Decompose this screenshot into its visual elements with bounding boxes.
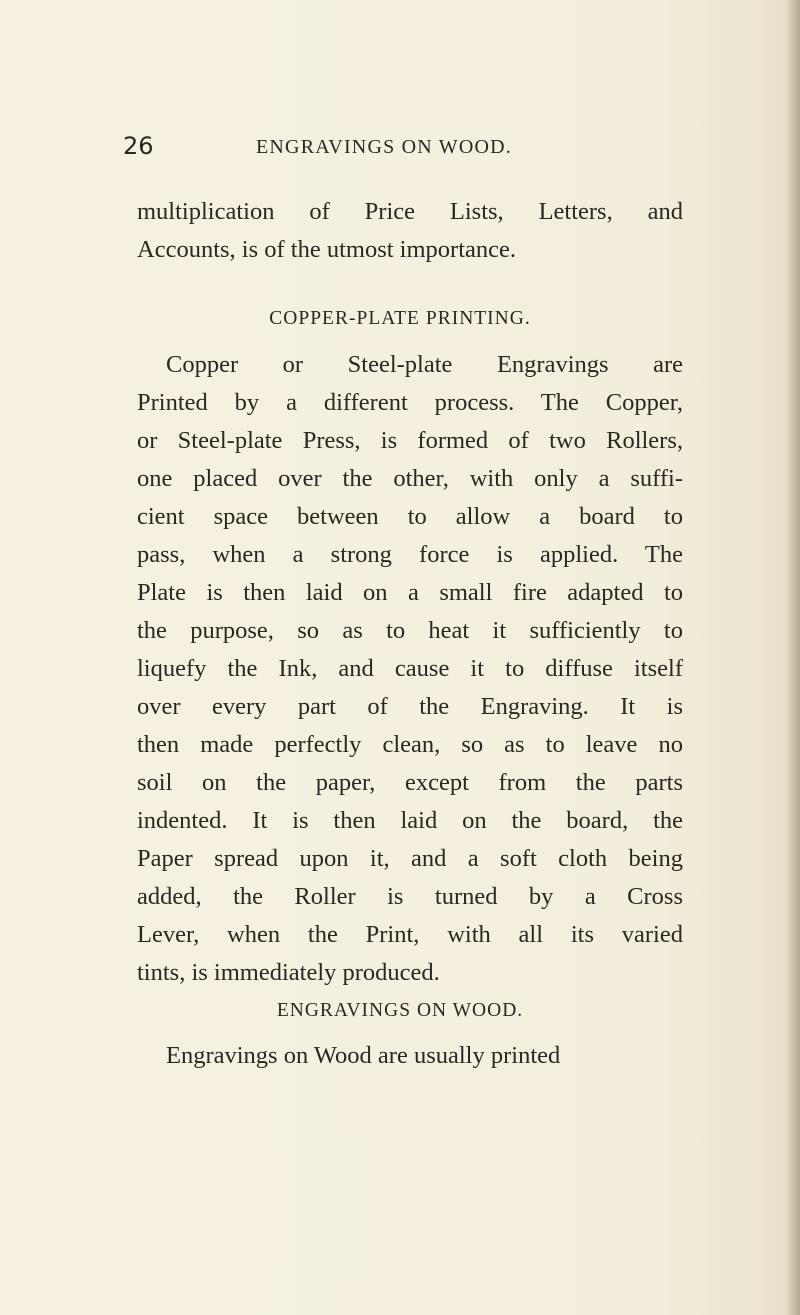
- page-edge-shadow: [786, 0, 800, 1315]
- text-line: Printed by a different process. The Copper,: [137, 389, 683, 416]
- section-heading-copper-plate: COPPER-PLATE PRINTING.: [269, 308, 531, 329]
- text-line: one placed over the other, with only a suffi-: [137, 465, 683, 492]
- running-head: ENGRAVINGS ON WOOD.: [256, 136, 512, 158]
- copper-plate-paragraph: [137, 346, 683, 992]
- page-number: 26: [123, 132, 154, 160]
- text-line: Paper spread upon it, and a soft cloth being: [137, 845, 683, 872]
- text-line: tints, is immediately produced.: [137, 959, 440, 986]
- text-line: indented. It is then laid on the board, the: [137, 807, 683, 834]
- text-line: liquefy the Ink, and cause it to diffuse itself: [137, 655, 683, 682]
- text-line: cient space between to allow a board to: [137, 503, 683, 530]
- text-line: multiplication of Price Lists, Letters, and: [137, 198, 683, 225]
- page-header: [0, 132, 800, 164]
- section-heading-engravings-on-wood: ENGRAVINGS ON WOOD.: [276, 1000, 524, 1021]
- text-line: Lever, when the Print, with all its varied: [137, 921, 683, 948]
- text-line: the purpose, so as to heat it sufficiently to: [137, 617, 683, 644]
- wood-engraving-paragraph: [137, 1037, 683, 1075]
- text-line: Accounts, is of the utmost importance.: [137, 236, 516, 263]
- text-line: added, the Roller is turned by a Cross: [137, 883, 683, 910]
- text-line: Engravings on Wood are usually printed: [166, 1042, 561, 1069]
- text-line: pass, when a strong force is applied. The: [137, 541, 683, 568]
- text-line: over every part of the Engraving. It is: [137, 693, 683, 720]
- intro-paragraph: [137, 193, 683, 269]
- text-line: Copper or Steel-plate Engravings are: [166, 351, 683, 378]
- text-line: soil on the paper, except from the parts: [137, 769, 683, 796]
- text-line: Plate is then laid on a small fire adapted to: [137, 579, 683, 606]
- text-line: then made perfectly clean, so as to leave no: [137, 731, 683, 758]
- text-line: or Steel-plate Press, is formed of two Rollers,: [137, 427, 683, 454]
